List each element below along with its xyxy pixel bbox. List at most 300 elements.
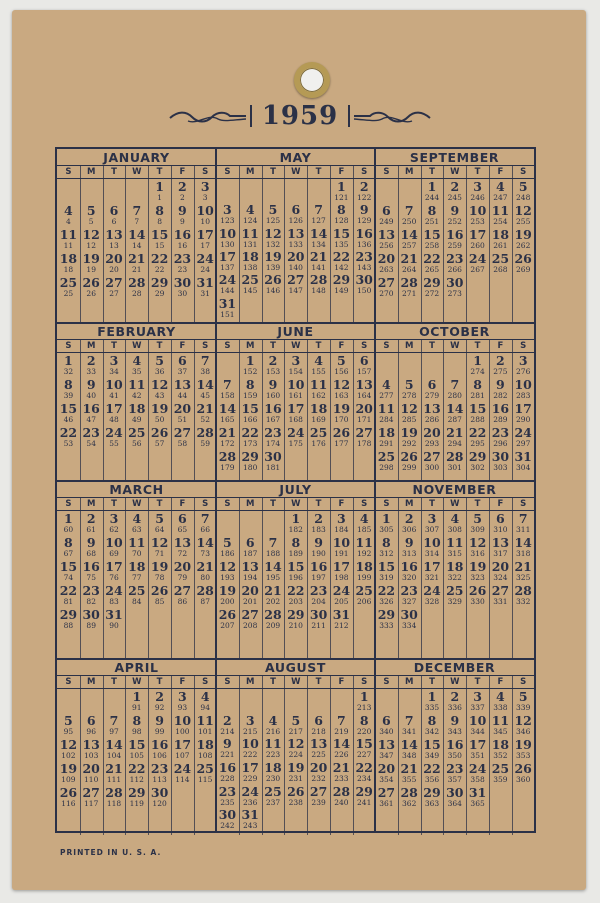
day-number: 16 <box>446 227 464 242</box>
weekday-header: S <box>224 341 231 351</box>
day-number: 25 <box>309 425 328 440</box>
day-cell <box>489 253 512 274</box>
day-number: 28 <box>446 449 464 464</box>
day-number: 30 <box>264 449 282 464</box>
day-cell <box>421 513 444 534</box>
day-of-year-number: 114 <box>175 775 190 784</box>
day-of-year-number: 289 <box>493 415 508 424</box>
day-of-year-number: 175 <box>288 439 303 448</box>
weekday-header: W <box>132 341 142 351</box>
weekday-header: S <box>202 341 209 351</box>
day-of-year-number: 60 <box>63 525 74 534</box>
day-number: 15 <box>377 559 396 574</box>
day-of-year-number: 143 <box>357 263 372 272</box>
day-cell <box>512 715 535 736</box>
day-cell <box>80 609 103 630</box>
day-of-year-number: 257 <box>402 241 417 250</box>
day-number: 21 <box>105 761 123 776</box>
day-of-year-number: 86 <box>177 597 188 606</box>
day-of-year-number: 142 <box>334 263 349 272</box>
day-cell <box>307 427 330 448</box>
day-cell <box>421 787 444 808</box>
day-cell <box>330 738 353 759</box>
day-cell <box>171 739 194 760</box>
day-cell <box>125 787 148 808</box>
day-number: 8 <box>337 202 346 218</box>
day-of-year-number: 3 <box>202 193 208 202</box>
day-number: 27 <box>309 783 328 799</box>
day-number: 2 <box>86 511 96 526</box>
day-cell <box>421 205 444 226</box>
day-of-year-number: 317 <box>493 549 508 558</box>
day-number: 25 <box>491 761 510 776</box>
weekday-header: T <box>156 499 163 509</box>
day-number: 15 <box>59 559 78 574</box>
weekday-header: S <box>520 677 527 687</box>
day-cell <box>284 225 307 249</box>
day-of-year-number: 362 <box>402 799 417 808</box>
day-of-year-number: 49 <box>132 415 142 424</box>
day-of-year-number: 32 <box>63 367 74 376</box>
day-number: 31 <box>332 607 351 622</box>
day-of-year-number: 322 <box>447 573 462 582</box>
day-number: 29 <box>355 783 373 799</box>
day-cell <box>103 229 126 250</box>
day-number: 3 <box>518 353 528 368</box>
day-cell <box>307 609 330 630</box>
weekday-header: W <box>291 677 301 687</box>
day-number: 6 <box>178 511 187 526</box>
day-of-year-number: 113 <box>152 775 167 784</box>
day-of-year-number: 210 <box>288 621 303 630</box>
day-cell <box>148 379 171 400</box>
day-of-year-number: 282 <box>493 391 508 400</box>
weekday-header: S <box>224 499 231 509</box>
day-cell <box>421 451 444 472</box>
day-number: 28 <box>400 275 418 290</box>
day-number: 11 <box>196 713 214 728</box>
month-february <box>57 323 216 481</box>
day-of-year-number: 13 <box>109 241 119 250</box>
day-number: 15 <box>355 736 373 752</box>
day-of-year-number: 232 <box>311 774 326 783</box>
day-cell <box>148 739 171 760</box>
day-number: 4 <box>132 353 142 368</box>
day-number: 2 <box>223 712 232 728</box>
day-of-year-number: 61 <box>86 525 96 534</box>
month-name: JULY <box>279 482 312 497</box>
day-of-year-number: 267 <box>470 265 485 274</box>
day-number: 28 <box>196 425 214 440</box>
day-of-year-number: 68 <box>86 549 96 558</box>
day-of-year-number: 244 <box>424 193 440 202</box>
day-number: 25 <box>241 272 259 288</box>
day-of-year-number: 2 <box>180 193 185 202</box>
weekday-header: F <box>497 341 504 351</box>
day-of-year-number: 151 <box>220 309 235 319</box>
day-cell <box>239 561 262 582</box>
weekday-header: F <box>179 677 186 687</box>
day-of-year-number: 268 <box>493 265 508 274</box>
day-number: 4 <box>382 377 391 392</box>
day-of-year-number: 75 <box>86 573 96 582</box>
day-cell <box>262 274 285 295</box>
weekday-header: M <box>404 167 414 177</box>
day-number: 30 <box>446 275 464 290</box>
day-number: 24 <box>287 425 305 440</box>
day-cell <box>284 712 307 736</box>
day-of-year-number: 351 <box>470 751 485 760</box>
day-cell <box>443 715 466 736</box>
day-number: 25 <box>128 425 146 440</box>
day-cell <box>80 561 103 582</box>
day-cell <box>80 715 103 736</box>
day-number: 17 <box>241 760 259 775</box>
day-of-year-number: 102 <box>61 751 76 760</box>
day-cell <box>398 609 421 630</box>
day-cell <box>125 537 148 558</box>
day-number: 22 <box>355 760 373 775</box>
day-cell <box>216 251 239 272</box>
day-number: 14 <box>105 737 123 752</box>
day-of-year-number: 56 <box>132 439 142 448</box>
day-cell <box>489 205 512 226</box>
day-cell <box>489 355 512 376</box>
day-of-year-number: 69 <box>109 549 119 558</box>
day-cell <box>171 229 194 250</box>
day-cell <box>80 427 103 448</box>
day-of-year-number: 70 <box>132 549 142 558</box>
day-number: 3 <box>178 689 187 704</box>
day-number: 8 <box>155 203 164 218</box>
day-number: 4 <box>200 689 210 704</box>
day-cell <box>103 537 126 558</box>
day-cell <box>80 355 103 376</box>
day-number: 15 <box>59 401 78 416</box>
day-of-year-number: 121 <box>334 193 349 202</box>
day-cell <box>284 403 307 424</box>
weekday-header: W <box>132 677 142 687</box>
day-of-year-number: 272 <box>424 289 440 298</box>
day-number: 5 <box>64 713 73 728</box>
day-cell <box>489 403 512 424</box>
day-of-year-number: 313 <box>402 549 417 558</box>
day-number: 27 <box>173 425 192 440</box>
day-cell <box>80 585 103 606</box>
day-number: 23 <box>173 251 192 266</box>
day-number: 16 <box>355 225 373 241</box>
day-of-year-number: 51 <box>177 415 188 424</box>
day-number: 7 <box>109 713 119 728</box>
day-cell <box>262 561 285 582</box>
day-cell <box>239 809 262 830</box>
day-cell <box>80 253 103 274</box>
day-cell <box>284 274 307 295</box>
day-number: 19 <box>514 227 532 242</box>
day-cell <box>148 787 171 808</box>
day-of-year-number: 242 <box>220 821 235 831</box>
day-of-year-number: 241 <box>357 797 372 807</box>
day-number: 2 <box>86 353 96 368</box>
day-cell <box>262 762 285 783</box>
day-cell <box>443 561 466 582</box>
day-cell <box>194 427 217 448</box>
day-number: 19 <box>287 760 305 775</box>
day-of-year-number: 354 <box>379 775 394 784</box>
day-number: 24 <box>514 425 532 440</box>
day-cell <box>216 225 239 249</box>
day-number: 25 <box>59 275 78 290</box>
day-number: 20 <box>287 249 305 264</box>
day-of-year-number: 162 <box>311 391 326 400</box>
day-of-year-number: 180 <box>243 463 258 472</box>
day-cell <box>375 513 398 534</box>
day-of-year-number: 299 <box>402 463 417 472</box>
day-of-year-number: 53 <box>63 439 74 448</box>
day-number: 1 <box>427 179 437 194</box>
day-cell <box>57 739 80 760</box>
day-cell <box>171 277 194 298</box>
day-cell <box>307 513 330 534</box>
day-number: 8 <box>382 535 391 550</box>
day-of-year-number: 295 <box>470 439 485 448</box>
day-of-year-number: 302 <box>470 463 485 472</box>
day-number: 8 <box>132 713 142 728</box>
month-row-divider <box>57 658 534 660</box>
day-number: 9 <box>314 535 323 550</box>
day-cell <box>443 763 466 784</box>
day-cell <box>307 585 330 606</box>
weekday-header: M <box>245 499 255 509</box>
day-number: 15 <box>423 227 441 242</box>
day-cell <box>148 205 171 226</box>
day-of-year-number: 256 <box>379 241 394 250</box>
day-cell <box>489 451 512 472</box>
day-number: 5 <box>473 511 482 526</box>
day-number: 20 <box>423 425 441 440</box>
day-of-year-number: 12 <box>86 241 96 250</box>
day-cell <box>330 762 353 783</box>
weekday-header: S <box>65 499 72 509</box>
day-number: 30 <box>309 607 328 622</box>
day-of-year-number: 316 <box>470 549 485 558</box>
day-number: 3 <box>337 511 346 526</box>
day-of-year-number: 221 <box>220 750 235 760</box>
month-header-rule <box>216 339 375 340</box>
day-number: 9 <box>450 713 460 728</box>
weekday-header: W <box>450 677 460 687</box>
day-number: 2 <box>496 353 505 368</box>
day-number: 15 <box>150 227 169 242</box>
day-number: 14 <box>332 736 351 752</box>
day-number: 22 <box>423 251 441 266</box>
day-number: 4 <box>450 511 460 526</box>
day-number: 22 <box>150 251 169 266</box>
day-of-year-number: 350 <box>447 751 462 760</box>
weekday-header: S <box>202 677 209 687</box>
day-of-year-number: 178 <box>357 439 372 448</box>
day-cell <box>103 513 126 534</box>
day-cell <box>103 427 126 448</box>
day-number: 15 <box>423 737 441 752</box>
day-cell <box>171 585 194 606</box>
day-cell <box>80 739 103 760</box>
day-cell <box>353 355 376 376</box>
day-of-year-number: 138 <box>243 263 258 272</box>
day-of-year-number: 190 <box>311 549 326 558</box>
day-of-year-number: 222 <box>243 750 258 760</box>
day-of-year-number: 115 <box>198 775 213 784</box>
day-number: 25 <box>446 583 464 598</box>
day-number: 9 <box>404 535 414 550</box>
day-of-year-number: 9 <box>180 217 185 226</box>
day-of-year-number: 140 <box>288 263 303 272</box>
day-number: 3 <box>223 202 232 218</box>
day-number: 22 <box>59 425 78 440</box>
day-number: 7 <box>268 535 278 550</box>
day-of-year-number: 206 <box>357 597 372 606</box>
day-number: 31 <box>196 275 214 290</box>
day-cell <box>103 609 126 630</box>
day-of-year-number: 28 <box>132 289 142 298</box>
weekday-header-rule <box>216 688 375 689</box>
month-name: JANUARY <box>103 150 170 165</box>
day-cell <box>512 181 535 202</box>
day-number: 31 <box>241 807 259 823</box>
day-cell <box>148 561 171 582</box>
day-cell <box>398 403 421 424</box>
day-of-year-number: 201 <box>243 597 258 606</box>
day-of-year-number: 118 <box>106 799 122 808</box>
day-cell <box>148 763 171 784</box>
day-of-year-number: 236 <box>243 797 258 807</box>
day-cell <box>307 355 330 376</box>
day-number: 29 <box>241 449 259 464</box>
day-of-year-number: 111 <box>106 775 122 784</box>
day-number: 21 <box>400 251 418 266</box>
day-cell <box>125 379 148 400</box>
day-of-year-number: 287 <box>447 415 462 424</box>
day-cell <box>421 585 444 606</box>
day-of-year-number: 120 <box>152 799 167 808</box>
day-of-year-number: 149 <box>334 286 349 296</box>
day-number: 12 <box>150 377 169 392</box>
day-of-year-number: 87 <box>200 597 210 606</box>
day-of-year-number: 148 <box>311 286 326 296</box>
day-of-year-number: 338 <box>493 703 508 712</box>
day-cell <box>307 738 330 759</box>
day-number: 1 <box>427 689 437 704</box>
day-cell <box>398 763 421 784</box>
day-of-year-number: 211 <box>311 621 326 630</box>
day-number: 21 <box>218 425 237 440</box>
month-name: SEPTEMBER <box>409 150 500 165</box>
month-name: JUNE <box>277 324 314 339</box>
day-cell <box>216 427 239 448</box>
day-number: 27 <box>287 272 305 288</box>
day-cell <box>489 537 512 558</box>
day-cell <box>443 691 466 712</box>
day-number: 27 <box>355 425 373 440</box>
day-number: 29 <box>423 785 441 800</box>
day-number: 17 <box>105 559 123 574</box>
right-flourish-icon <box>352 109 432 125</box>
weekday-header: F <box>179 341 186 351</box>
day-cell <box>307 712 330 736</box>
day-of-year-number: 109 <box>61 775 76 784</box>
day-cell <box>421 181 444 202</box>
month-header-rule <box>375 675 534 676</box>
day-number: 17 <box>196 227 214 242</box>
day-of-year-number: 46 <box>63 415 74 424</box>
day-of-year-number: 71 <box>154 549 165 558</box>
day-of-year-number: 161 <box>288 391 303 400</box>
day-cell <box>375 277 398 298</box>
day-number: 16 <box>400 559 418 574</box>
day-cell <box>194 561 217 582</box>
day-of-year-number: 99 <box>154 727 165 736</box>
day-cell <box>284 427 307 448</box>
day-of-year-number: 288 <box>470 415 485 424</box>
day-cell <box>148 277 171 298</box>
weekday-header: T <box>315 341 322 351</box>
day-number: 24 <box>241 783 259 799</box>
day-of-year-number: 218 <box>311 726 326 736</box>
day-cell <box>398 561 421 582</box>
weekday-header: T <box>156 677 163 687</box>
day-of-year-number: 54 <box>86 439 96 448</box>
month-name: NOVEMBER <box>412 482 497 497</box>
day-number: 2 <box>178 179 187 194</box>
day-cell <box>284 204 307 225</box>
day-of-year-number: 326 <box>379 597 394 606</box>
day-of-year-number: 251 <box>424 217 440 226</box>
day-number: 30 <box>355 272 373 288</box>
day-cell <box>375 763 398 784</box>
day-of-year-number: 144 <box>220 286 235 296</box>
day-cell <box>80 513 103 534</box>
day-number: 5 <box>404 377 414 392</box>
day-number: 10 <box>468 203 487 218</box>
weekday-header: S <box>361 167 368 177</box>
day-cell <box>239 251 262 272</box>
day-of-year-number: 234 <box>357 774 372 783</box>
day-number: 13 <box>377 737 396 752</box>
day-number: 31 <box>105 607 123 622</box>
day-number: 30 <box>82 607 100 622</box>
day-of-year-number: 184 <box>334 525 349 534</box>
weekday-header: M <box>86 677 96 687</box>
day-of-year-number: 169 <box>311 415 326 424</box>
day-of-year-number: 281 <box>470 391 485 400</box>
day-of-year-number: 271 <box>402 289 417 298</box>
day-of-year-number: 277 <box>379 391 394 400</box>
day-of-year-number: 146 <box>265 286 281 296</box>
day-of-year-number: 274 <box>470 367 485 376</box>
day-of-year-number: 344 <box>470 727 485 736</box>
day-number: 19 <box>468 559 487 574</box>
day-cell <box>239 712 262 736</box>
day-number: 8 <box>427 713 437 728</box>
day-number: 21 <box>128 251 146 266</box>
weekday-header: S <box>224 677 231 687</box>
day-cell <box>512 205 535 226</box>
day-of-year-number: 18 <box>63 265 74 274</box>
day-cell <box>330 403 353 424</box>
day-of-year-number: 63 <box>132 525 142 534</box>
day-of-year-number: 342 <box>424 727 440 736</box>
day-cell <box>239 355 262 376</box>
